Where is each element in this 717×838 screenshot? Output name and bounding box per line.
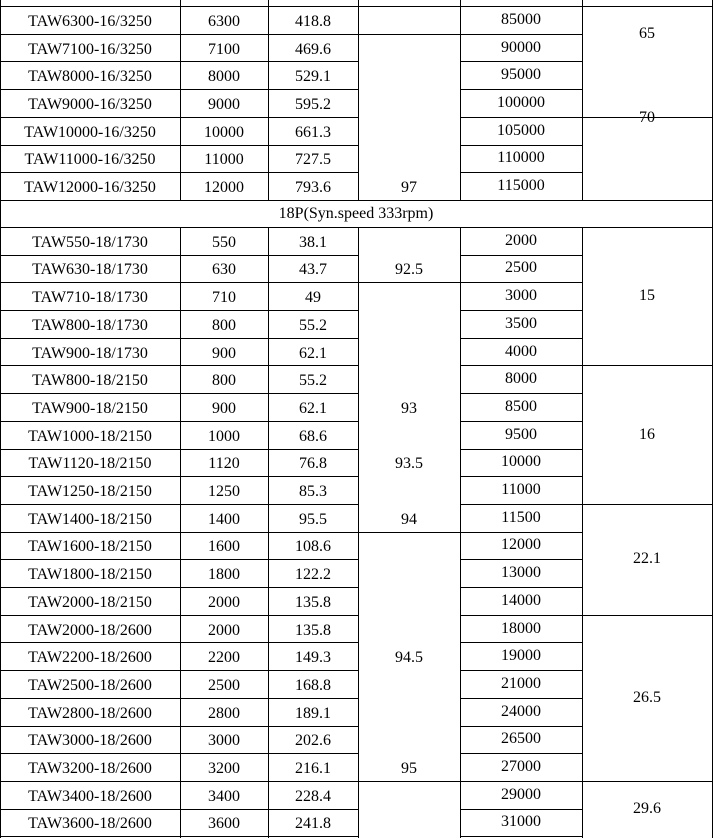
flow-cell: 31000: [501, 813, 541, 831]
current-cell: 55.2: [299, 316, 327, 334]
weight-cell: 70: [639, 108, 655, 126]
current-cell: 108.6: [295, 538, 331, 556]
column-border: [358, 0, 359, 200]
model-cell: TAW800-18/2150: [32, 372, 148, 390]
power-cell: 3600: [208, 815, 240, 833]
model-cell: TAW900-18/2150: [32, 399, 148, 417]
current-cell: 38.1: [299, 233, 327, 251]
current-cell: 216.1: [295, 760, 331, 778]
model-cell: TAW3000-18/2600: [28, 732, 152, 750]
power-cell: 2000: [208, 593, 240, 611]
power-cell: 3400: [208, 787, 240, 805]
flow-cell: 85000: [501, 10, 541, 28]
power-cell: 11000: [204, 151, 244, 169]
column-border: [712, 0, 713, 200]
current-cell: 418.8: [295, 12, 331, 30]
flow-cell: 105000: [497, 121, 545, 139]
power-cell: 800: [212, 372, 236, 390]
flow-cell: 4000: [505, 342, 537, 360]
power-cell: 6300: [208, 12, 240, 30]
column-border: [712, 200, 713, 227]
current-cell: 95.5: [299, 510, 327, 528]
current-cell: 49: [305, 289, 321, 307]
row-border: [358, 34, 461, 35]
flow-cell: 8000: [505, 370, 537, 388]
weight-cell: 26.5: [633, 688, 661, 706]
current-cell: 595.2: [295, 95, 331, 113]
power-cell: 9000: [208, 95, 240, 113]
current-cell: 469.6: [295, 40, 331, 58]
row-border: [460, 836, 583, 837]
current-cell: 168.8: [295, 676, 331, 694]
flow-cell: 24000: [501, 702, 541, 720]
current-cell: 68.6: [299, 427, 327, 445]
model-cell: TAW550-18/1730: [32, 233, 148, 251]
weight-cell: 65: [639, 24, 655, 42]
current-cell: 43.7: [299, 261, 327, 279]
power-cell: 12000: [204, 179, 244, 197]
efficiency-cell: 94.5: [395, 649, 423, 667]
model-cell: TAW8000-16/3250: [28, 68, 152, 86]
model-cell: TAW630-18/1730: [32, 261, 148, 279]
model-cell: TAW6300-16/3250: [28, 12, 152, 30]
flow-cell: 95000: [501, 66, 541, 84]
model-cell: TAW1400-18/2150: [28, 510, 152, 528]
power-cell: 1400: [208, 510, 240, 528]
model-cell: TAW1000-18/2150: [28, 427, 152, 445]
model-cell: TAW9000-16/3250: [28, 95, 152, 113]
flow-cell: 14000: [501, 591, 541, 609]
current-cell: 149.3: [295, 649, 331, 667]
current-cell: 727.5: [295, 151, 331, 169]
power-cell: 3200: [208, 760, 240, 778]
efficiency-cell: 94: [401, 510, 417, 528]
model-cell: TAW800-18/1730: [32, 316, 148, 334]
power-cell: 1250: [208, 483, 240, 501]
model-cell: TAW1800-18/2150: [28, 566, 152, 584]
efficiency-cell: 93: [401, 399, 417, 417]
current-cell: 529.1: [295, 68, 331, 86]
section-title: 18P(Syn.speed 333rpm): [278, 205, 434, 223]
current-cell: 202.6: [295, 732, 331, 750]
power-cell: 2800: [208, 704, 240, 722]
flow-cell: 110000: [497, 149, 545, 167]
model-cell: TAW10000-16/3250: [24, 123, 156, 141]
current-cell: 135.8: [295, 593, 331, 611]
row-border: [0, 6, 713, 7]
flow-cell: 12000: [501, 536, 541, 554]
power-cell: 1120: [208, 455, 240, 473]
flow-cell: 10000: [501, 453, 541, 471]
current-cell: 76.8: [299, 455, 327, 473]
current-cell: 793.6: [295, 179, 331, 197]
model-cell: TAW1120-18/2150: [28, 455, 152, 473]
power-cell: 1600: [208, 538, 240, 556]
efficiency-cell: 92.5: [395, 261, 423, 279]
flow-cell: 26500: [501, 730, 541, 748]
flow-cell: 21000: [501, 674, 541, 692]
flow-cell: 100000: [497, 93, 545, 111]
flow-cell: 2000: [505, 231, 537, 249]
current-cell: 62.1: [299, 344, 327, 362]
model-cell: TAW3400-18/2600: [28, 787, 152, 805]
current-cell: 228.4: [295, 787, 331, 805]
model-cell: TAW2200-18/2600: [28, 649, 152, 667]
flow-cell: 11500: [501, 508, 541, 526]
power-cell: 3000: [208, 732, 240, 750]
flow-cell: 11000: [501, 481, 541, 499]
current-cell: 189.1: [295, 704, 331, 722]
column-border: [712, 227, 713, 838]
flow-cell: 115000: [497, 177, 545, 195]
current-cell: 122.2: [295, 566, 331, 584]
flow-cell: 3500: [505, 314, 537, 332]
power-cell: 2000: [208, 621, 240, 639]
power-cell: 800: [212, 316, 236, 334]
efficiency-cell: 93.5: [395, 455, 423, 473]
power-cell: 2200: [208, 649, 240, 667]
model-cell: TAW2800-18/2600: [28, 704, 152, 722]
model-cell: TAW11000-16/3250: [24, 151, 156, 169]
flow-cell: 27000: [501, 758, 541, 776]
power-cell: 900: [212, 399, 236, 417]
current-cell: 55.2: [299, 372, 327, 390]
model-cell: TAW900-18/1730: [32, 344, 148, 362]
model-cell: TAW710-18/1730: [32, 289, 148, 307]
model-cell: TAW1250-18/2150: [28, 483, 152, 501]
flow-cell: 29000: [501, 785, 541, 803]
weight-cell: 29.6: [633, 799, 661, 817]
model-cell: TAW2000-18/2150: [28, 593, 152, 611]
current-cell: 661.3: [295, 123, 331, 141]
model-cell: TAW3600-18/2600: [28, 815, 152, 833]
weight-cell: 16: [639, 425, 655, 443]
power-cell: 550: [212, 233, 236, 251]
power-cell: 710: [212, 289, 236, 307]
power-cell: 1000: [208, 427, 240, 445]
power-cell: 10000: [204, 123, 244, 141]
power-cell: 1800: [208, 566, 240, 584]
flow-cell: 13000: [501, 564, 541, 582]
current-cell: 85.3: [299, 483, 327, 501]
power-cell: 8000: [208, 68, 240, 86]
power-cell: 900: [212, 344, 236, 362]
model-cell: TAW2500-18/2600: [28, 676, 152, 694]
current-cell: 62.1: [299, 399, 327, 417]
power-cell: 2500: [208, 676, 240, 694]
efficiency-cell: 95: [401, 760, 417, 778]
flow-cell: 9500: [505, 425, 537, 443]
model-cell: TAW12000-16/3250: [24, 179, 156, 197]
flow-cell: 2500: [505, 259, 537, 277]
efficiency-cell: 97: [401, 179, 417, 197]
flow-cell: 19000: [501, 647, 541, 665]
flow-cell: 90000: [501, 38, 541, 56]
model-cell: TAW3200-18/2600: [28, 760, 152, 778]
current-cell: 241.8: [295, 815, 331, 833]
power-cell: 7100: [208, 40, 240, 58]
weight-cell: 15: [639, 287, 655, 305]
model-cell: TAW2000-18/2600: [28, 621, 152, 639]
flow-cell: 3000: [505, 287, 537, 305]
flow-cell: 8500: [505, 397, 537, 415]
weight-cell: 22.1: [633, 550, 661, 568]
flow-cell: 18000: [501, 619, 541, 637]
model-cell: TAW7100-16/3250: [28, 40, 152, 58]
current-cell: 135.8: [295, 621, 331, 639]
model-cell: TAW1600-18/2150: [28, 538, 152, 556]
power-cell: 630: [212, 261, 236, 279]
